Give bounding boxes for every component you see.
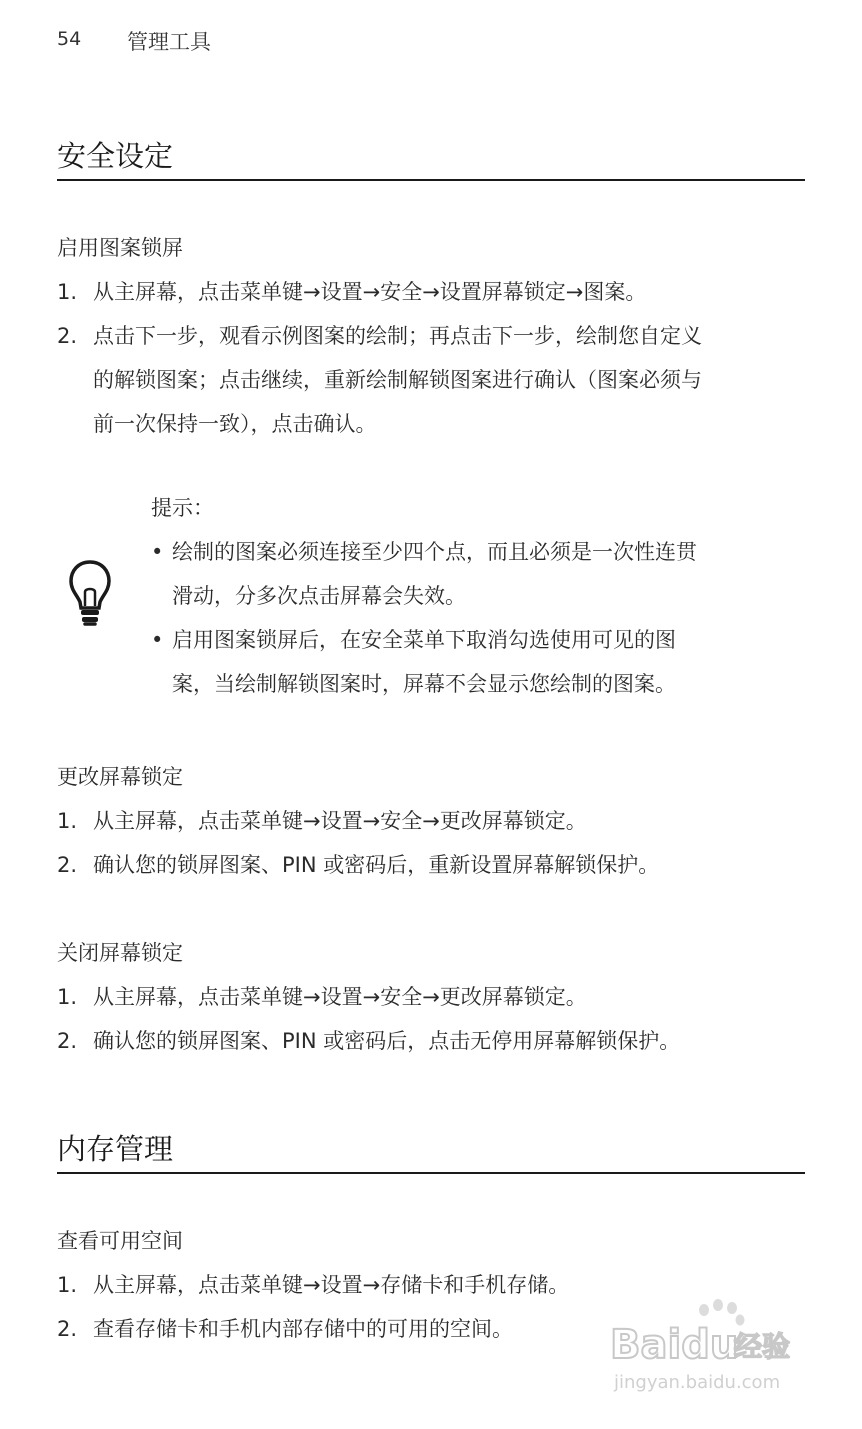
list-item [57, 1269, 569, 1299]
subheading-disable-lock: 关闭屏幕锁定 [57, 941, 183, 965]
list-number: 1. [57, 985, 78, 1009]
bullet-marker: • [151, 540, 164, 564]
tip-text-continuation: 案，当绘制解锁图案时，屏幕不会显示您绘制的图案。 [172, 672, 676, 696]
list-item [57, 805, 587, 835]
lightbulb-icon [66, 558, 114, 628]
list-text: 从主屏幕，点击菜单键→设置→存储卡和手机存储。 [93, 1273, 570, 1297]
list-text: 点击下一步，观看示例图案的绘制；再点击下一步，绘制您自定义 [93, 324, 702, 348]
bullet-marker: • [151, 628, 164, 652]
tip-text: 启用图案锁屏后，在安全菜单下取消勾选使用可见的图 [172, 628, 676, 652]
watermark-brand-cn: 经验 [734, 1330, 791, 1363]
list-text: 从主屏幕，点击菜单键→设置→安全→设置屏幕锁定→图案。 [93, 280, 647, 304]
list-number: 1. [57, 1273, 78, 1297]
tip-bullet-item [151, 536, 697, 566]
baidu-jingyan-watermark [606, 1296, 812, 1396]
list-text: 从主屏幕，点击菜单键→设置→安全→更改屏幕锁定。 [93, 985, 587, 1009]
tip-text-continuation: 滑动，分多次点击屏幕会失效。 [172, 584, 466, 608]
tip-text: 绘制的图案必须连接至少四个点，而且必须是一次性连贯 [172, 540, 697, 564]
list-item [57, 1025, 680, 1055]
subheading-pattern-lock: 启用图案锁屏 [57, 236, 183, 260]
list-item [57, 849, 659, 879]
watermark-url: jingyan.baidu.com [614, 1372, 781, 1393]
list-text-continuation: 的解锁图案；点击继续，重新绘制解锁图案进行确认（图案必须与 [93, 368, 702, 392]
list-item [57, 320, 702, 350]
list-number: 1. [57, 809, 78, 833]
list-text: 查看存储卡和手机内部存储中的可用的空间。 [93, 1317, 513, 1341]
watermark-brand: Baidu [610, 1322, 739, 1368]
list-number: 2. [57, 1029, 78, 1053]
chapter-title: 管理工具 [127, 30, 211, 54]
list-number: 1. [57, 280, 78, 304]
list-text-continuation: 前一次保持一致），点击确认。 [93, 412, 377, 436]
subheading-view-space: 查看可用空间 [57, 1229, 183, 1253]
subheading-change-lock: 更改屏幕锁定 [57, 765, 183, 789]
list-number: 2. [57, 853, 78, 877]
section-title-security: 安全设定 [57, 139, 174, 173]
list-item [57, 981, 587, 1011]
list-text: 从主屏幕，点击菜单键→设置→安全→更改屏幕锁定。 [93, 809, 587, 833]
tip-bullet-item [151, 624, 676, 654]
section-title-memory: 内存管理 [57, 1132, 174, 1166]
list-number: 2. [57, 324, 78, 348]
list-item [57, 276, 646, 306]
list-item [57, 1313, 513, 1343]
list-text: 确认您的锁屏图案、PIN 或密码后，重新设置屏幕解锁保护。 [93, 853, 660, 877]
list-text: 确认您的锁屏图案、PIN 或密码后，点击无停用屏幕解锁保护。 [93, 1029, 681, 1053]
page-number: 54 [57, 28, 82, 50]
list-number: 2. [57, 1317, 78, 1341]
tip-label: 提示： [151, 496, 214, 520]
section-divider [57, 1172, 805, 1174]
section-divider [57, 179, 805, 181]
